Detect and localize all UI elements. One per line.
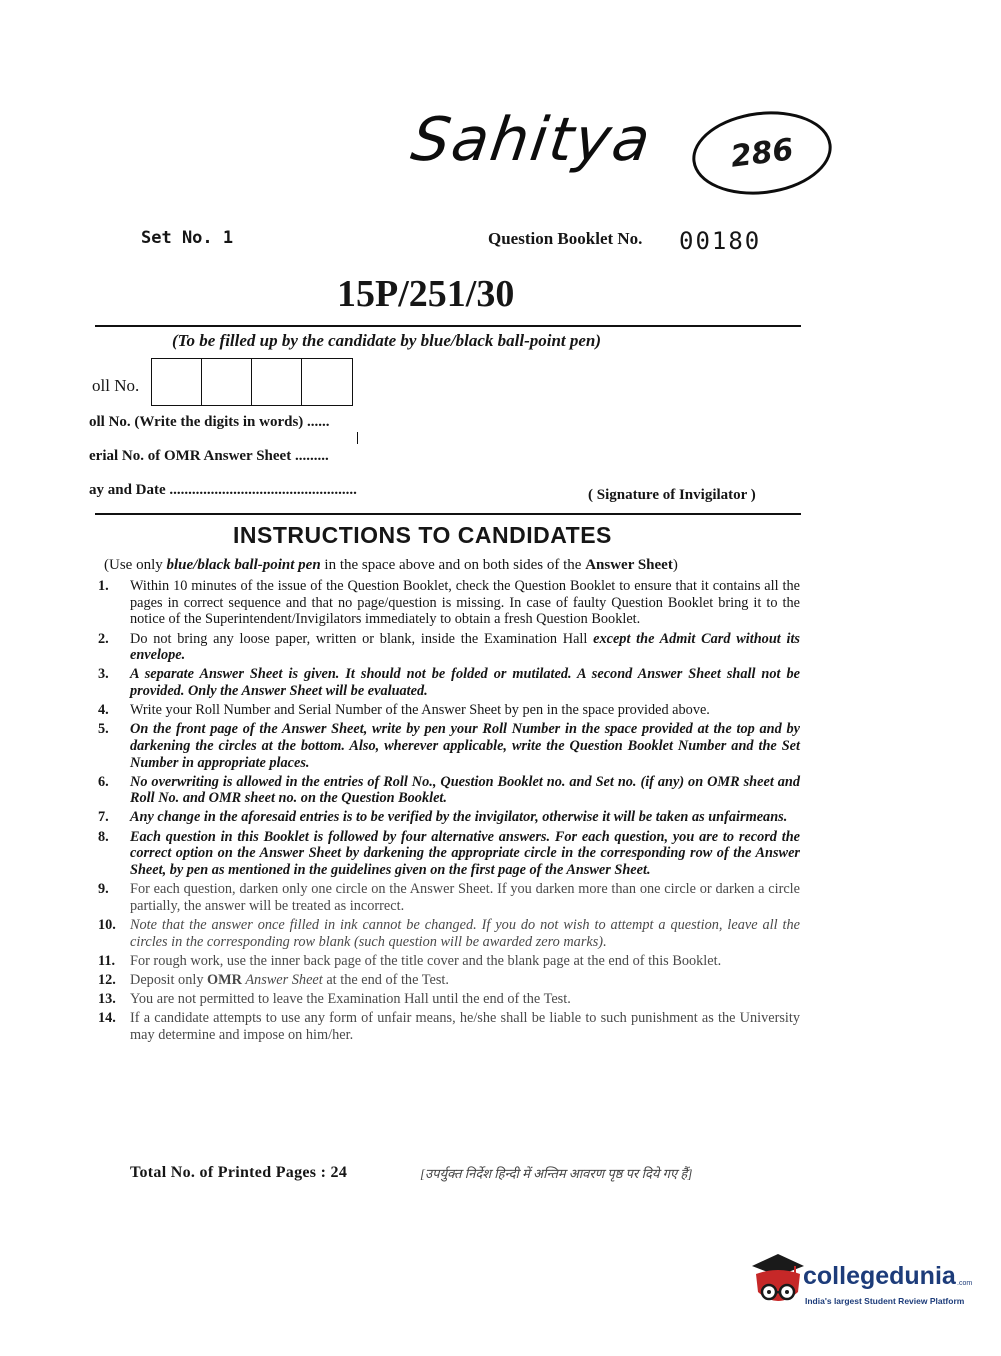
question-booklet-label: Question Booklet No. [488,229,643,248]
roll-digit-box[interactable] [252,359,302,405]
item-number: 8. [98,828,109,845]
list-item [98,972,800,989]
collegedunia-brand: collegedunia [803,1262,956,1290]
item-text-plain: Deposit only [130,971,208,988]
item-number: 14. [98,1009,116,1026]
item-text: For each question, darken only one circle on the Answer Sheet. If you darken more than one circle or darken a circle partially, the answer will be treated as incorrect. [130,881,800,914]
question-booklet-number: 00180 [679,227,762,255]
list-item [98,917,800,950]
divider-mark [357,432,358,444]
roll-digit-box[interactable] [202,359,252,405]
list-item [98,809,800,826]
fill-instruction: (To be filled up by the candidate by blue/black ball-point pen) [172,331,602,350]
list-item [98,666,800,699]
item-number: 7. [98,809,109,826]
roll-no-boxes[interactable] [151,358,353,406]
total-printed-pages: Total No. of Printed Pages : 24 [130,1164,348,1181]
item-text: Within 10 minutes of the issue of the Question Booklet, check the Question Booklet to ensure that it contains all the pages in correct sequence and that no page/question is missing. In case of faulty Question Booklet bring it to the notice of the Superintendent/Invigilators immediately to obtain a fresh Question Booklet. [130,578,800,628]
item-number: 1. [98,578,109,594]
list-item [98,829,800,879]
item-text: If a candidate attempts to use any form of unfair means, he/she shall be liable to such punishment as the University may determine and impose on him/her. [130,1009,800,1043]
item-text: For rough work, use the inner back page of the title cover and the blank page at the end of this Booklet. [130,952,722,969]
day-date-field[interactable]: ay and Date .................................................. [89,482,357,498]
item-number: 3. [98,666,109,683]
item-number: 6. [98,773,109,790]
instructions-title: INSTRUCTIONS TO CANDIDATES [233,522,612,548]
divider-top [95,325,801,327]
item-text-strong: OMR [207,971,242,988]
intro-pen: blue/black ball-point pen [166,557,321,573]
item-text-tail: at the end of the Test. [322,971,449,988]
item-text: Note that the answer once filled in ink cannot be changed. If you do not wish to attempt a question, leave all the circles in the corresponding row blank (such question will be awarded zero marks). [130,916,800,950]
roll-no-label: oll No. [92,376,140,395]
item-text: A separate Answer Sheet is given. It should not be folded or mutilated. A second Answer Sheet shall not be provided. Only the Answer Sheet will be evaluated. [130,666,800,699]
item-text [130,631,800,664]
roll-no-words-field[interactable]: oll No. (Write the digits in words) ...... [89,414,330,430]
paper-code: 15P/251/30 [337,273,515,315]
item-text: Write your Roll Number and Serial Number of the Answer Sheet by pen in the space provided above. [130,702,710,719]
list-item [98,1010,800,1043]
item-number: 13. [98,990,116,1007]
item-text [130,972,800,989]
item-number: 4. [98,702,109,719]
invigilator-signature: ( Signature of Invigilator ) [588,487,756,503]
handwritten-subject-code [688,104,837,202]
item-text: Each question in this Booklet is followed by four alternative answers. For each question, you are to record the correct option on the Answer Sheet by darkening the appropriate circle in the corresponding row of the Answer Sheet, by pen as mentioned in the guidelines given on the first page of the Answer Sheet. [130,828,800,878]
subject-code-text: 286 [728,131,796,175]
item-text-plain: Do not bring any loose paper, written or blank, inside the Examination Hall [130,630,594,647]
list-item [98,881,800,914]
item-number: 2. [98,630,109,647]
list-item [98,702,800,719]
roll-digit-box[interactable] [152,359,202,405]
collegedunia-domain: .com [957,1280,973,1287]
list-item [98,631,800,664]
instructions-list [98,578,800,1046]
handwritten-subject: Sahitya [407,105,657,175]
item-number: 11. [98,952,116,969]
list-item [98,721,800,771]
item-number: 9. [98,881,109,898]
item-text: You are not permitted to leave the Examination Hall until the end of the Test. [130,990,571,1007]
list-item [98,774,800,807]
list-item [98,578,800,628]
list-item [98,991,800,1008]
item-number: 12. [98,971,116,988]
instructions-intro [104,557,678,574]
hindi-note: [उपर्युक्त निर्देश हिन्दी में अन्तिम आवरण पृष्ठ पर दिये गए हैं] [420,1166,693,1181]
item-text: Any change in the aforesaid entries is to be verified by the invigilator, otherwise it will be taken as unfairmeans. [130,809,788,826]
intro-post: ) [672,557,678,573]
item-text: No overwriting is allowed in the entries of Roll No., Question Booklet no. and Set no. (if any) on OMR sheet and Roll No. and OMR sheet no. on the Question Booklet. [130,773,800,807]
item-number: 10. [98,916,116,933]
set-number: Set No. 1 [141,228,234,248]
roll-digit-box[interactable] [302,359,352,405]
item-text-emphasis: Answer Sheet [242,971,323,988]
intro-pre: (Use only [104,557,167,573]
divider-middle [95,513,801,515]
item-text-emphasis: except the Admit Card without its envelope. [130,630,800,664]
intro-answer-sheet: Answer Sheet [585,557,673,573]
intro-mid: in the space above and on both sides of the [320,557,586,573]
collegedunia-tagline: India's largest Student Review Platform [805,1296,965,1306]
omr-serial-field[interactable]: erial No. of OMR Answer Sheet ......... [89,448,329,464]
item-number: 5. [98,721,109,738]
list-item [98,953,800,970]
item-text: On the front page of the Answer Sheet, write by pen your Roll Number in the space provided at the top and by darkening the circles at the bottom. Also, wherever applicable, write the Question Booklet Number and the Set Number in appropriate places. [130,721,800,771]
